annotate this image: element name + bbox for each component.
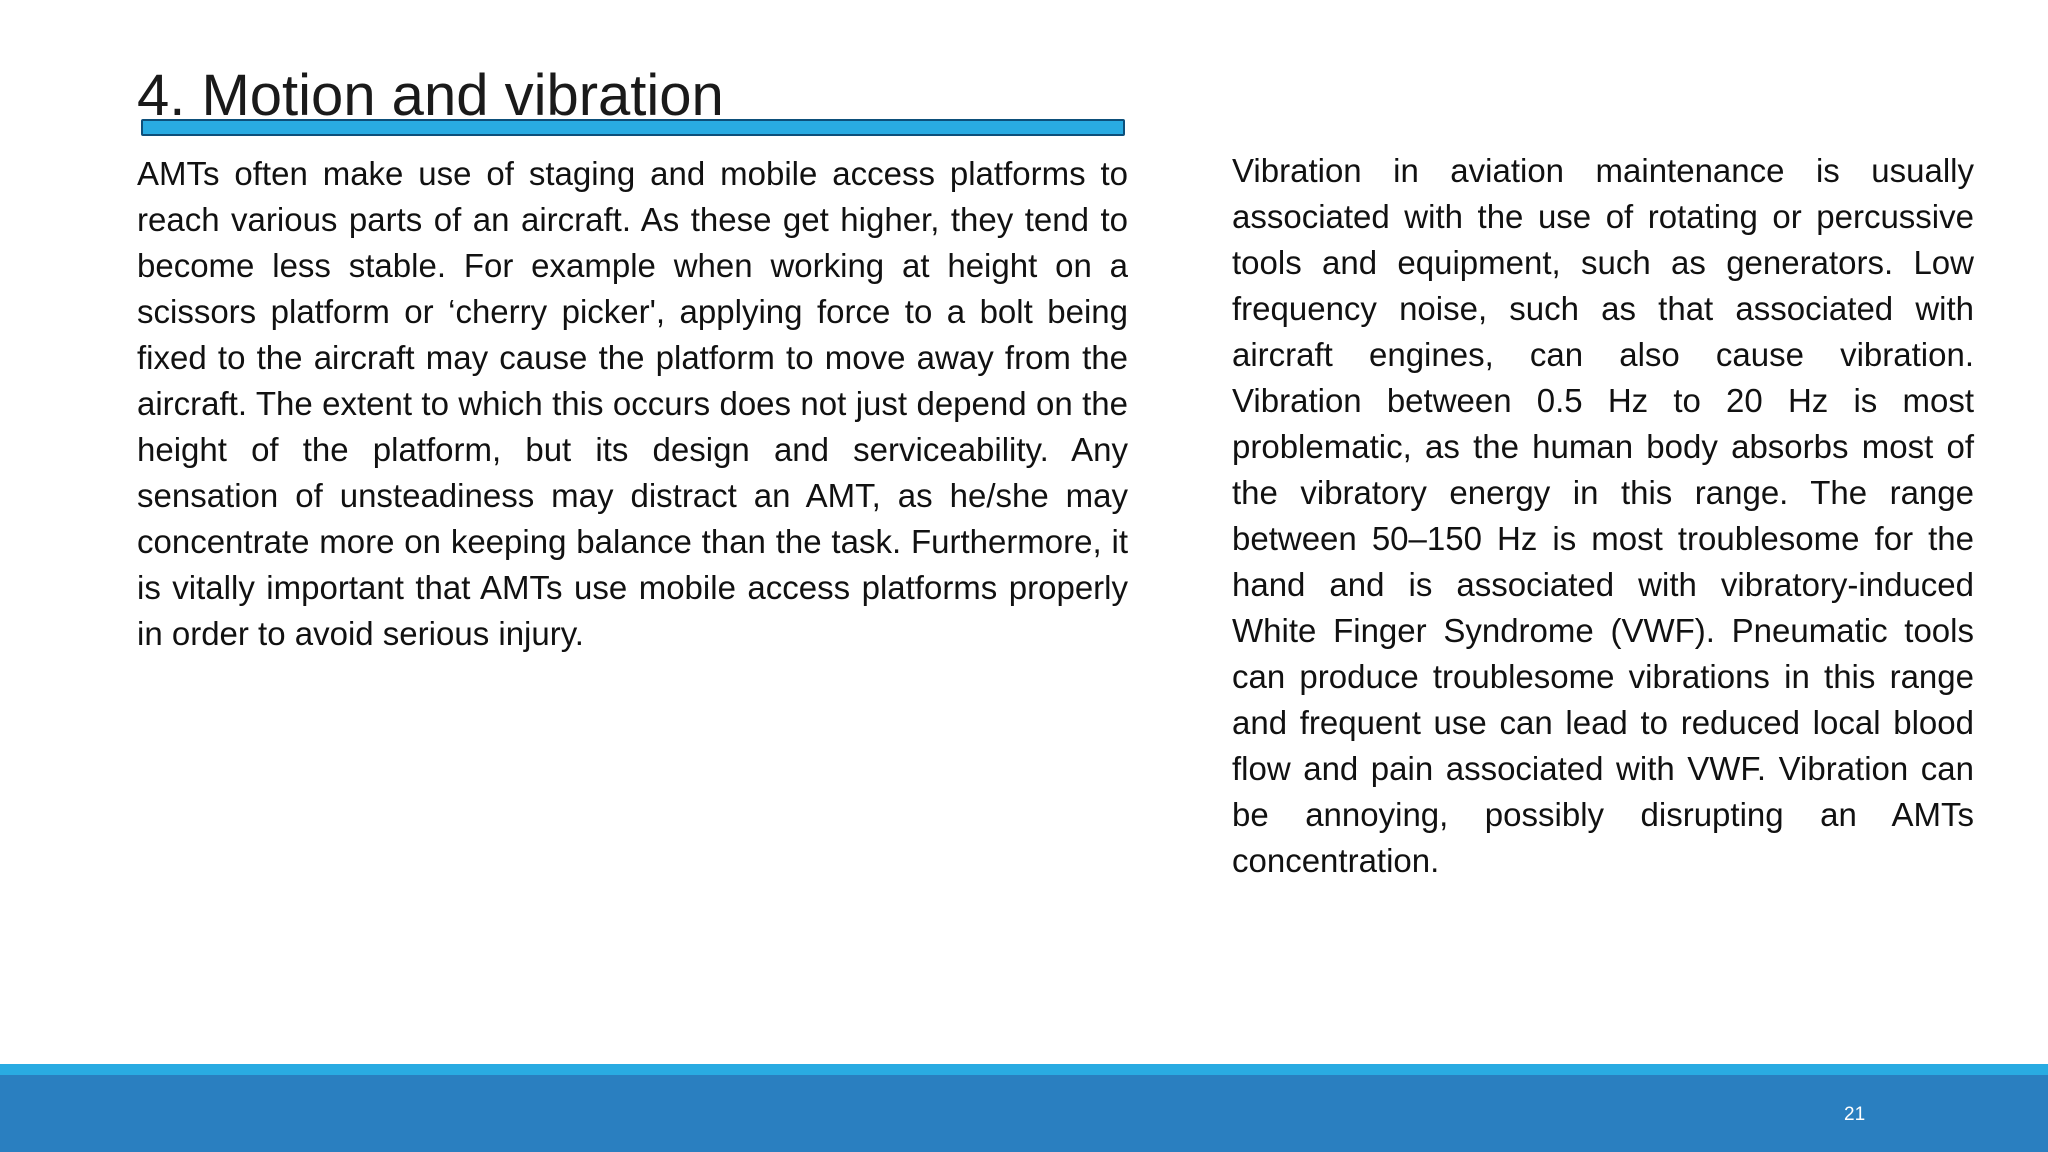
- right-column-paragraph: Vibration in aviation maintenance is usually associated with the use of rotating or percussive tools and equipment, such as generators. Low frequency noise, such as that associated with aircraft engines, can also cause vibration. Vibration between 0.5 Hz to 20 Hz is most problematic, as the human body absorbs most of the vibratory energy in this range. The range between 50–150 Hz is most troublesome for the hand and is associated with vibratory-induced White Finger Syndrome (VWF). Pneumatic tools can produce troublesome vibrations in this range and frequent use can lead to reduced local blood flow and pain associated with VWF. Vibration can be annoying, possibly disrupting an AMTs concentration.: [1232, 152, 1974, 879]
- page-number: 21: [1844, 1104, 1866, 1125]
- footer-accent-line: [0, 1064, 2048, 1075]
- left-column-paragraph: AMTs often make use of staging and mobile access platforms to reach various parts of an aircraft. As these get higher, they tend to become less stable. For example when working at height on a scissors platform or ‘cherry picker', applying force to a bolt being fixed to the aircraft may cause the platform to move away from the aircraft. The extent to which this occurs does not just depend on the height of the platform, but its design and serviceability. Any sensation of unsteadiness may distract an AMT, as he/she may concentrate more on keeping balance than the task. Furthermore, it is vitally important that AMTs use mobile access platforms properly in order to avoid serious injury.: [137, 155, 1128, 652]
- footer-bar: [0, 1064, 2048, 1152]
- slide-title: 4. Motion and vibration: [137, 63, 724, 128]
